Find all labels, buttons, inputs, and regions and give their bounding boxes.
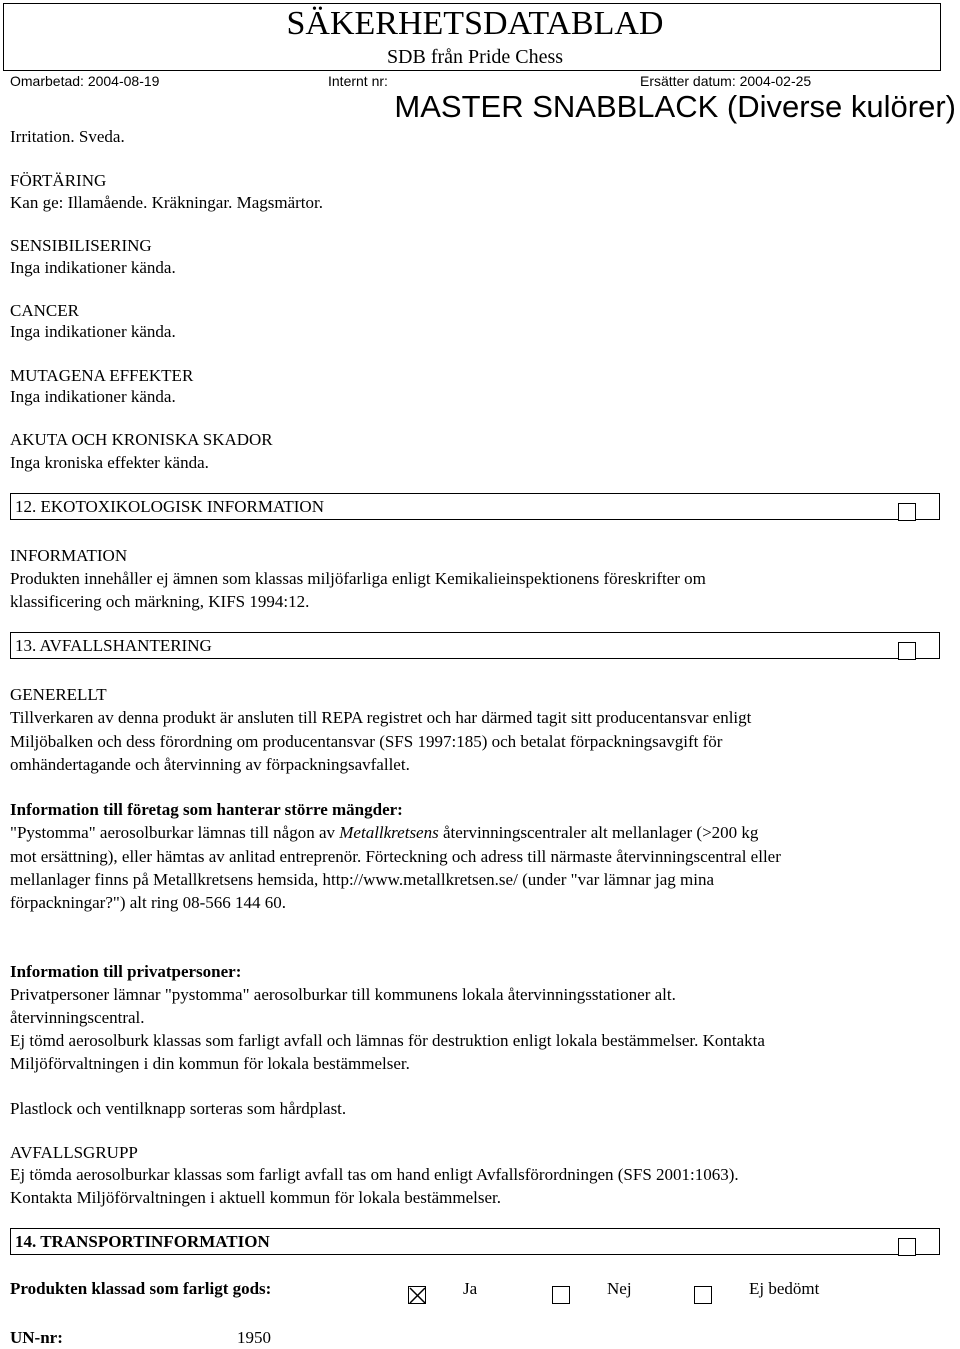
- general-line-1: Tillverkaren av denna produkt är ansluten till REPA registret och har därmed tagit sitt producentansvar enligt: [10, 708, 752, 727]
- section-14-title: 14. TRANSPORTINFORMATION: [15, 1232, 270, 1251]
- general-line-3: omhändertagande och återvinning av förpackningsavfallet.: [10, 755, 410, 774]
- checked-cross-icon: [409, 1287, 427, 1305]
- company-line-2: mot ersättning), eller hämtas av anlitad entreprenör. Förteckning och adress till närmaste återvinningscentral eller: [10, 847, 781, 866]
- private-line-2: återvinningscentral.: [10, 1008, 145, 1027]
- information-heading: INFORMATION: [10, 546, 128, 565]
- un-number-label: UN-nr:: [10, 1328, 63, 1347]
- general-heading: GENERELLT: [10, 685, 107, 704]
- eco-info-line-1: Produkten innehåller ej ämnen som klassas miljöfarliga enligt Kemikalieinspektionens föreskrifter om: [10, 569, 706, 588]
- company-info-heading: Information till företag som hanterar större mängder:: [10, 800, 403, 819]
- checkbox-unassessed[interactable]: [694, 1286, 712, 1304]
- private-info-heading: Information till privatpersoner:: [10, 962, 242, 981]
- sensitization-heading: SENSIBILISERING: [10, 236, 152, 255]
- section-12-checkbox[interactable]: [898, 503, 916, 521]
- option-no-label: Nej: [607, 1279, 632, 1298]
- company-line-1a: "Pystomma" aerosolburkar lämnas till någon av: [10, 823, 340, 842]
- document-subtitle: SDB från Pride Chess: [386, 46, 564, 68]
- product-name: MASTER SNABBLACK (Diverse kulörer): [394, 89, 956, 124]
- option-unassessed-label: Ej bedömt: [749, 1279, 820, 1298]
- option-yes-label: Ja: [463, 1279, 478, 1298]
- cancer-text: Inga indikationer kända.: [10, 322, 176, 341]
- acute-chronic-heading: AKUTA OCH KRONISKA SKADOR: [10, 430, 273, 449]
- sensitization-text: Inga indikationer kända.: [10, 258, 176, 277]
- section-13-checkbox[interactable]: [898, 642, 916, 660]
- company-line-4: förpackningar?") alt ring 08-566 144 60.: [10, 893, 287, 912]
- eco-info-line-2: klassificering och märkning, KIFS 1994:12.: [10, 592, 310, 611]
- metallkretsen-italic: Metallkretsens: [339, 823, 439, 842]
- waste-group-heading: AVFALLSGRUPP: [10, 1143, 138, 1162]
- mutagenic-heading: MUTAGENA EFFEKTER: [10, 366, 194, 385]
- revised-date: Omarbetad: 2004-08-19: [10, 73, 160, 89]
- private-line-4: Miljöförvaltningen i din kommun för lokala bestämmelser.: [10, 1054, 410, 1073]
- checkbox-no[interactable]: [552, 1286, 570, 1304]
- dangerous-goods-label: Produkten klassad som farligt gods:: [10, 1279, 272, 1298]
- waste-group-line-2: Kontakta Miljöförvaltningen i aktuell kommun för lokala bestämmelser.: [10, 1188, 501, 1207]
- ingestion-text: Kan ge: Illamående. Kräkningar. Magsmärtor.: [10, 193, 323, 212]
- company-line-1c: återvinningscentraler alt mellanlager (>200 kg: [438, 823, 759, 842]
- checkbox-yes[interactable]: [408, 1286, 426, 1304]
- company-line-3: mellanlager finns på Metallkretsens hemsida, http://www.metallkretsen.se/ (under "var lämnar jag mina: [10, 870, 715, 889]
- section-12-title: 12. EKOTOXIKOLOGISK INFORMATION: [15, 497, 324, 516]
- internal-number: Internt nr:: [328, 73, 388, 89]
- waste-group-line-1: Ej tömda aerosolburkar klassas som farligt avfall tas om hand enligt Avfallsförordningen (SFS 2001:1063).: [10, 1165, 739, 1184]
- ingestion-heading: FÖRTÄRING: [10, 171, 107, 190]
- section-13-title: 13. AVFALLSHANTERING: [15, 636, 212, 655]
- document-title: SÄKERHETSDATABLAD: [286, 5, 664, 42]
- irritation-text: Irritation. Sveda.: [10, 127, 125, 146]
- company-line-1: [10, 821, 758, 844]
- un-number-value: 1950: [237, 1328, 271, 1347]
- plastic-sorting-text: Plastlock och ventilknapp sorteras som hårdplast.: [10, 1099, 347, 1118]
- section-14-bar: [10, 1228, 940, 1255]
- mutagenic-text: Inga indikationer kända.: [10, 387, 176, 406]
- section-14-checkbox[interactable]: [898, 1238, 916, 1256]
- section-13-bar: [10, 632, 940, 659]
- private-line-1: Privatpersoner lämnar "pystomma" aerosolburkar till kommunens lokala återvinningsstationer alt.: [10, 985, 676, 1004]
- section-12-bar: [10, 493, 940, 520]
- acute-chronic-text: Inga kroniska effekter kända.: [10, 453, 209, 472]
- replaces-date: Ersätter datum: 2004-02-25: [640, 73, 812, 89]
- private-line-3: Ej tömd aerosolburk klassas som farligt avfall och lämnas för destruktion enligt lokala bestämmelser. Kontakta: [10, 1031, 765, 1050]
- general-line-2: Miljöbalken och dess förordning om producentansvar (SFS 1997:185) och betalat förpackningsavgift för: [10, 732, 723, 751]
- cancer-heading: CANCER: [10, 301, 79, 320]
